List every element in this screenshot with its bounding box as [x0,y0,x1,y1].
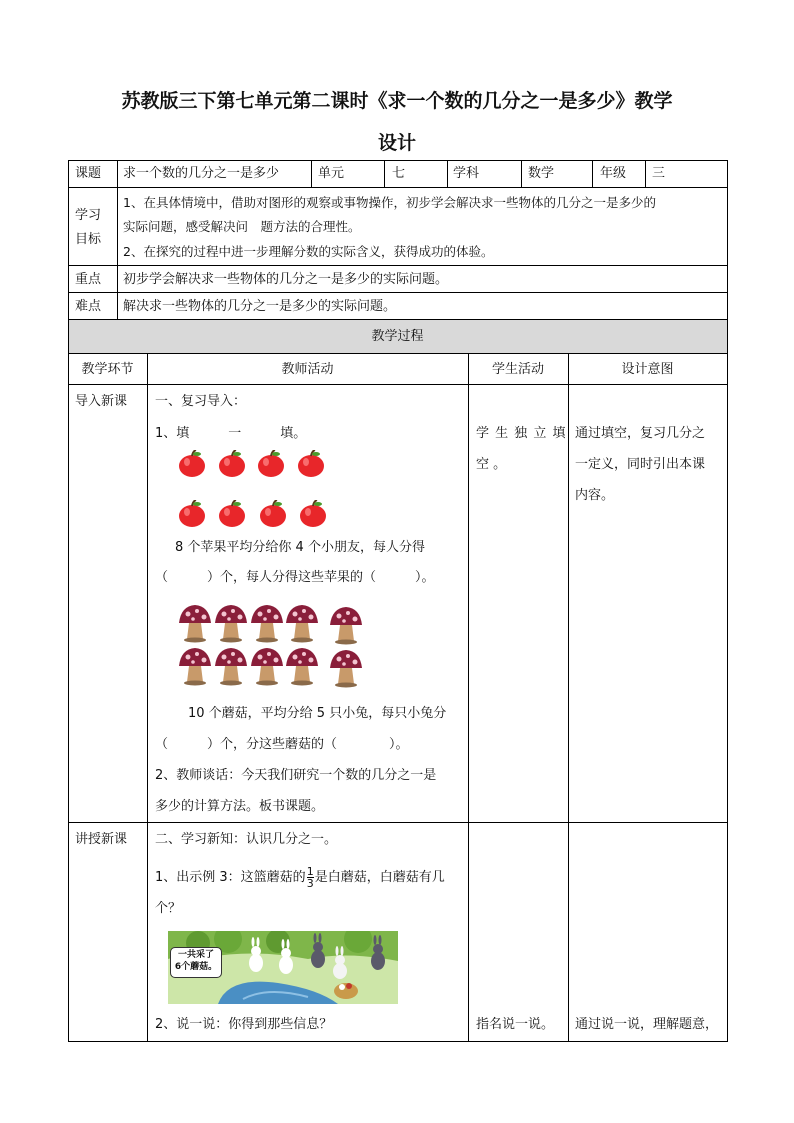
example-text-a: 1、出示例 3：这篮蘑菇的 [155,870,306,885]
apple-icon [217,500,247,528]
mushroom-icon [249,603,285,643]
mubiao-label-2: 目标 [75,232,102,247]
mushroom-icon [328,648,364,688]
intro-heading: 一、复习导入： [155,394,247,409]
intent-1a: 通过填空，复习几分之 [575,426,706,441]
keti-label: 课题 [75,166,102,181]
mushroom-icon [284,646,320,686]
fraction-numerator: 1 [306,865,314,878]
mushroom-icon [284,603,320,643]
example-text-b: 是白蘑菇，白蘑菇有几 [314,870,445,885]
col-header-student: 学生活动 [491,362,544,377]
process-header: 教学过程 [371,329,424,344]
danyuan-label: 单元 [318,166,345,181]
apple-icon [177,500,207,528]
zhongdian-label: 重点 [75,272,102,287]
example-line-a [155,866,445,889]
fraction [307,866,314,889]
apple-icon [256,450,286,478]
intro-fill-title: 1、填 一 填。 [155,426,307,441]
col-header-intent: 设计意图 [621,362,674,377]
say-info: 2、说一说：你得到那些信息？ [155,1017,333,1032]
speech-bubble-line-1: 一共采了 [177,950,214,960]
apple-icon [298,500,328,528]
xueke-label: 学科 [453,166,480,181]
nianji-label: 年级 [600,166,627,181]
intent-1b: 一定义，同时引出本课 [575,457,706,472]
teacher-talk-2: 多少的计算方法。板书课题。 [155,799,325,814]
mushroom-icon [213,646,249,686]
document-title-cont: 设计 [377,132,416,154]
xueke-value: 数学 [528,166,555,181]
danyuan-value: 七 [392,166,406,181]
apple-icon [217,450,247,478]
apple-icon [177,450,207,478]
apple-question-2: （ ）个，每人分得这些苹果的（ ）。 [155,570,435,585]
stage-new: 讲授新课 [75,832,128,847]
col-header-teacher: 教师活动 [281,362,334,377]
speech-bubble [170,947,222,978]
new-heading: 二、学习新知：认识几分之一。 [155,832,338,847]
apple-question-1: 8 个苹果平均分给你 4 个小朋友，每人分得 [175,540,425,555]
document-title: 苏教版三下第七单元第二课时《求一个数的几分之一是多少》教学 [121,90,673,112]
fraction-denominator: 3 [306,877,314,890]
mubiao-label-1: 学习 [75,208,102,223]
mushroom-question-2: （ ）个，分这些蘑菇的（ ）。 [155,737,409,752]
intent-1c: 内容。 [575,488,615,503]
mubiao-line-1: 1、在具体情境中，借助对图形的观察或事物操作，初步学会解决求一些物体的几分之一是多少的 [123,195,656,210]
keti-value: 求一个数的几分之一是多少 [123,166,280,181]
mushroom-question-1: 10 个蘑菇，平均分给 5 只小兔，每只小兔分 [188,706,447,721]
student-activity-2: 指名说一说。 [476,1017,555,1032]
mubiao-line-3: 2、在探究的过程中进一步理解分数的实际含义，获得成功的体验。 [123,244,494,259]
mubiao-line-2: 实际问题，感受解决问 题方法的合理性。 [123,219,361,234]
student-activity-1a: 学 生 独 立 填 [476,426,567,441]
student-activity-1b: 空 。 [476,457,507,472]
mushroom-icon [177,603,213,643]
stage-intro: 导入新课 [75,394,128,409]
mushroom-icon [177,646,213,686]
mushroom-icon [328,605,364,645]
nandian-label: 难点 [75,299,102,314]
zhongdian-value: 初步学会解决求一些物体的几分之一是多少的实际问题。 [123,272,449,287]
example-line-c: 个？ [155,901,182,916]
apple-icon [258,500,288,528]
mushroom-icon [249,646,285,686]
intent-2: 通过说一说，理解题意， [575,1017,719,1032]
apple-icon [296,450,326,478]
nandian-value: 解决求一些物体的几分之一是多少的实际问题。 [123,299,397,314]
speech-bubble-line-2: 6个蘑菇。 [174,962,218,972]
mushroom-icon [213,603,249,643]
teacher-talk-1: 2、教师谈话：今天我们研究一个数的几分之一是 [155,768,437,783]
col-header-stage: 教学环节 [81,362,134,377]
nianji-value: 三 [652,166,666,181]
